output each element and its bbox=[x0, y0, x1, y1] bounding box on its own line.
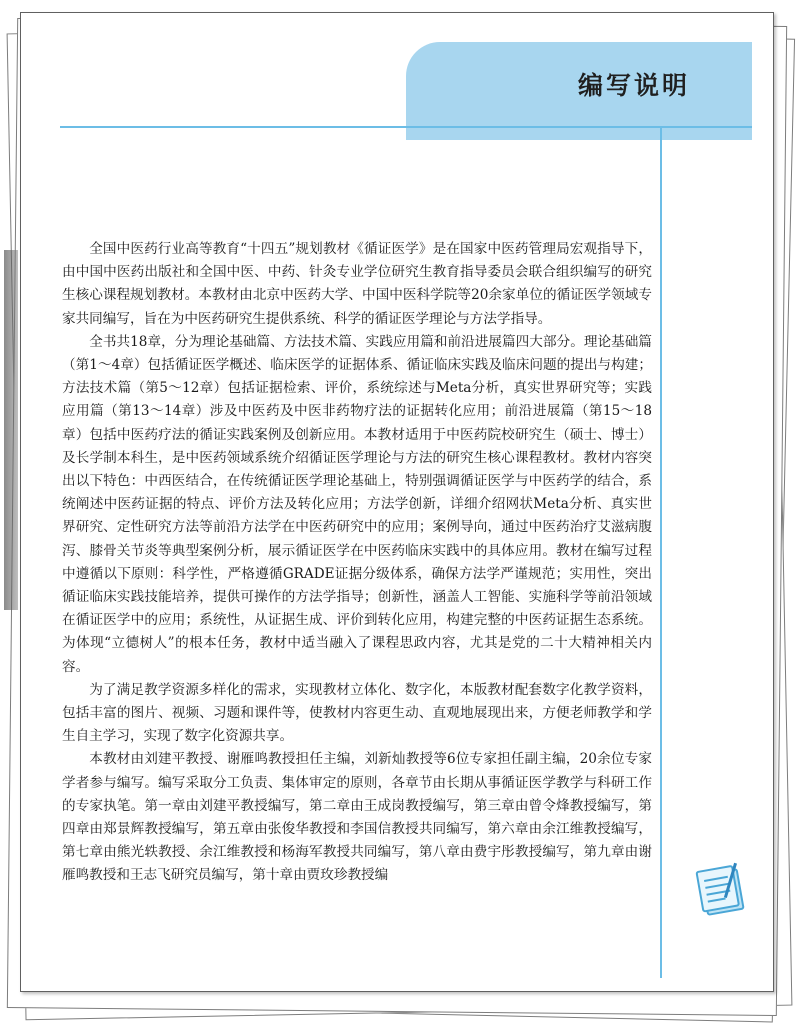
notepad-icon bbox=[690, 858, 754, 926]
page-title: 编写说明 bbox=[577, 71, 690, 100]
paragraph: 全书共18章，分为理论基础篇、方法技术篇、实践应用篇和前沿进展篇四大部分。理论基础篇（第1～4章）包括循证医学概述、临床医学的证据体系、循证临床实践及临床问题的提出与构建；方法技术篇（第5～12章）包括证据检索、评价，系统综述与Meta分析，真实世界研究等；实践应用篇（第13～14章）涉及中医药及中医非药物疗法的证据转化应用；前沿进展篇（第15～18章）包括中医药疗法的循证实践案例及创新应用。本教材适用于中医药院校研究生（硕士、博士）及长学制本科生，是中医药领域系统介绍循证医学理论与方法的研究生核心课程教材。教材内容突出以下特色：中西医结合，在传统循证医学理论基础上，特别强调循证医学与中医药学的结合，系统阐述中医药证据的特点、评价方法及转化应用；方法学创新，详细介绍网状Meta分析、真实世界研究、定性研究方法等前沿方法学在中医药研究中的应用；案例导向，通过中医药治疗艾滋病腹泻、膝骨关节炎等典型案例分析，展示循证医学在中医药临床实践中的具体应用。教材在编写过程中遵循以下原则：科学性，严格遵循GRADE证据分级体系，确保方法学严谨规范；实用性，突出循证临床实践技能培养，提供可操作的方法学指导；创新性，涵盖人工智能、实施科学等前沿领域在循证医学中的应用；系统性，从证据生成、评价到转化应用，构建完整的中医药证据生态系统。为体现“立德树人”的根本任务，教材中适当融入了课程思政内容，尤其是党的二十大精神相关内容。 bbox=[62, 333, 652, 675]
body-text bbox=[62, 238, 652, 888]
margin-rule bbox=[660, 128, 662, 978]
paragraph: 全国中医药行业高等教育“十四五”规划教材《循证医学》是在国家中医药管理局宏观指导下，由中国中医药出版社和全国中医、中药、针灸专业学位研究生教育指导委员会联合组织编写的研究生核心课程规划教材。本教材由北京中医药大学、中国中医科学院等20余家单位的循证医学领域专家共同编写，旨在为中医药研究生提供系统、科学的循证医学理论与方法学指导。 bbox=[62, 241, 652, 327]
paragraph: 为了满足教学资源多样化的需求，实现教材立体化、数字化，本版教材配套数字化教学资料，包括丰富的图片、视频、习题和课件等，使教材内容更生动、直观地展现出来，方便老师教学和学生自主学习，实现了数字化资源共享。 bbox=[62, 681, 652, 745]
book-edge-shadow bbox=[4, 250, 18, 610]
paragraph: 本教材由刘建平教授、谢雁鸣教授担任主编，刘新灿教授等6位专家担任副主编，20余位专家学者参与编写。编写采取分工负责、集体审定的原则，各章节由长期从事循证医学教学与科研工作的专家执笔。第一章由刘建平教授编写，第二章由王成岗教授编写，第三章由曾令烽教授编写，第四章由郑景辉教授编写，第五章由张俊华教授和李国信教授共同编写，第六章由余江维教授编写，第七章由熊光轶教授、余江维教授和杨海军教授共同编写，第八章由费宇彤教授编写，第九章由谢雁鸣教授和王志飞研究员编写，第十章由贾玫珍教授编 bbox=[62, 751, 652, 884]
header-rule bbox=[60, 126, 752, 128]
